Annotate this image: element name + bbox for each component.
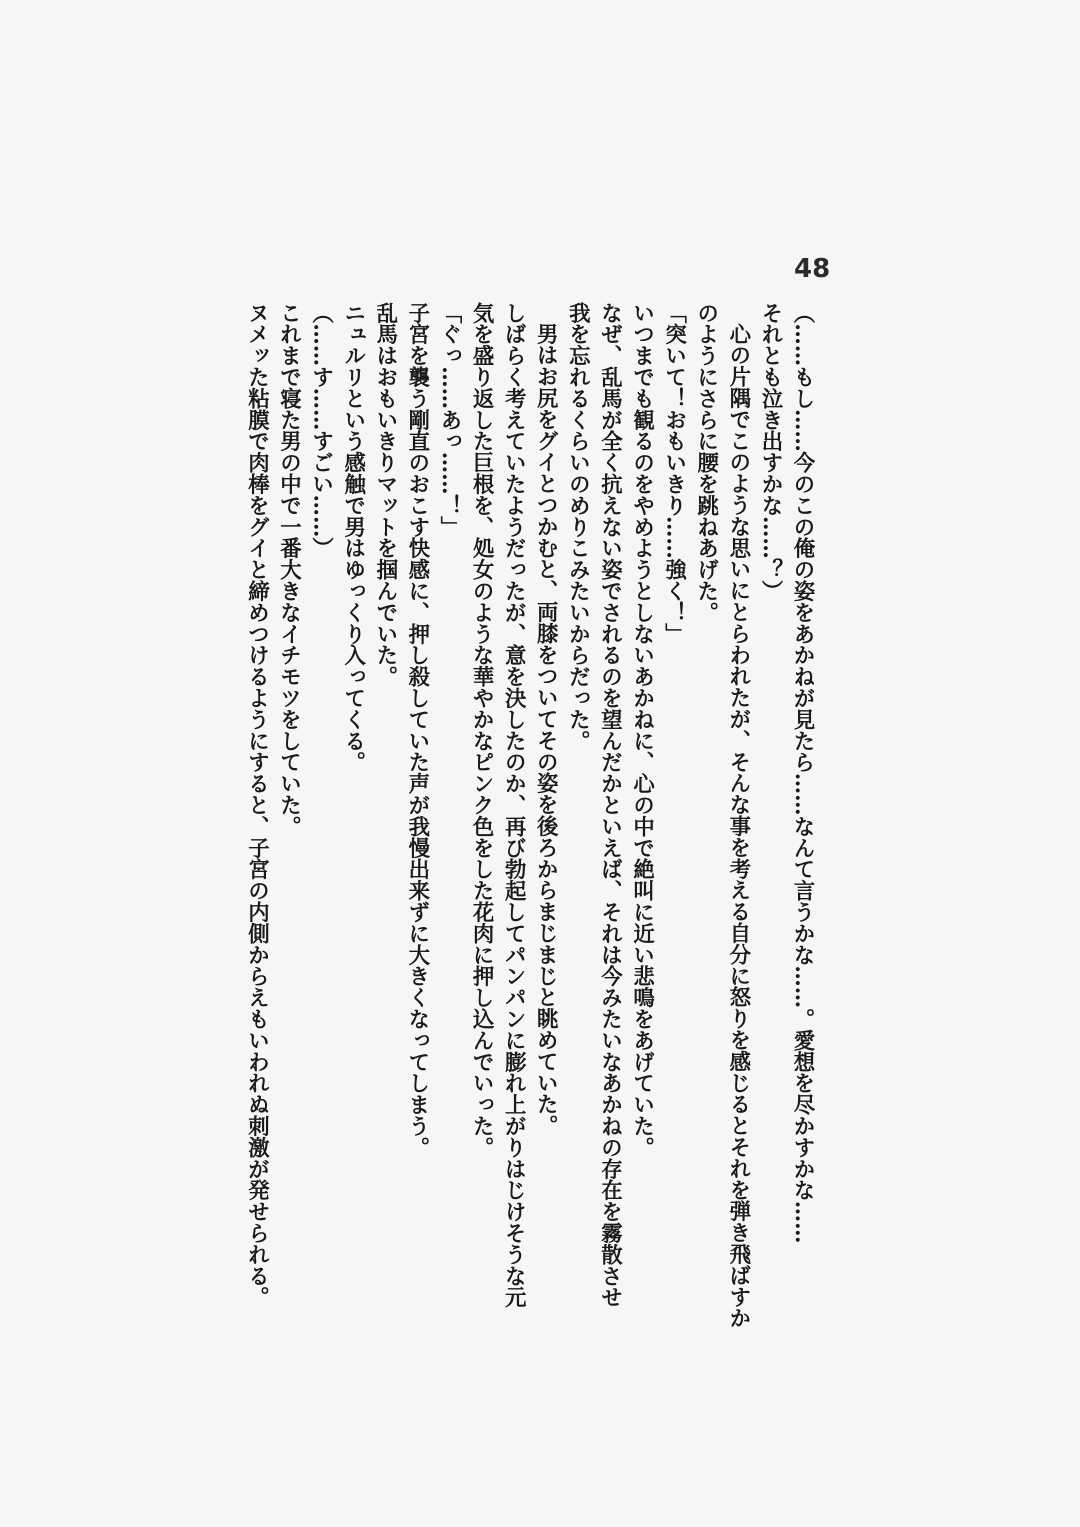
text-line: ニュルリという感触で男はゆっくり入ってくる。 <box>340 302 366 773</box>
text-line: 我を忘れるくらいのめりこみたいからだった。 <box>565 302 591 752</box>
text-line: （……もし……今のこの俺の姿をあかねが見たら……なんて言うかな……。愛想を尽かすかな…… <box>790 302 815 1244</box>
page-number: 48 <box>794 254 831 284</box>
text-line: 「ぐっ……あっ……！」 <box>436 302 462 538</box>
text-line: 気を盛り返した巨根を、処女のような華やかなピンク色をした花肉に押し込んでいった。 <box>469 302 495 1158</box>
text-line: これまで寝た男の中で一番大きなイチモツをしていた。 <box>276 302 302 837</box>
text-line: 子宮を襲う剛直のおこす快感に、押し殺していた声が我慢出来ずに大きくなってしまう。 <box>404 302 430 1158</box>
text-line: （……す……すごい……） <box>308 302 334 559</box>
text-line: 乱馬はおもいきりマットを掴んでいた。 <box>372 302 398 688</box>
text-line: ヌメッた粘膜で肉棒をグイと締めつけるようにすると、子宮の内側からえもいわれぬ刺激が発せられる。 <box>244 302 270 1308</box>
text-line: のようにさらに腰を跳ねあげた。 <box>693 302 719 623</box>
text-line: しばらく考えていたようだったが、意を決したのか、再び勃起してパンパンに膨れ上がりはじけそうな元 <box>501 302 527 1308</box>
vertical-text-body <box>240 302 818 1330</box>
text-line: なぜ、乱馬が全く抗えない姿でされるのを望んだかといえば、それは今みたいなあかねの存在を霧散させ <box>597 302 623 1308</box>
text-line: 「突いて！おもいきり……強く！」 <box>661 302 687 645</box>
text-line: 男はお尻をグイとつかむと、両膝をついてその姿を後ろからまじまじと眺めていた。 <box>533 323 559 1137</box>
text-line: いつまでも観るのをやめようとしないあかねに、心の中で絶叫に近い悲鳴をあげていた。 <box>629 302 655 1158</box>
text-line: 心の片隅でこのような思いにとらわれたが、そんな事を考える自分に怒りを感じるとそれを弾き飛ばすか <box>725 323 751 1330</box>
text-line: それとも泣き出すかな……？） <box>757 302 783 602</box>
